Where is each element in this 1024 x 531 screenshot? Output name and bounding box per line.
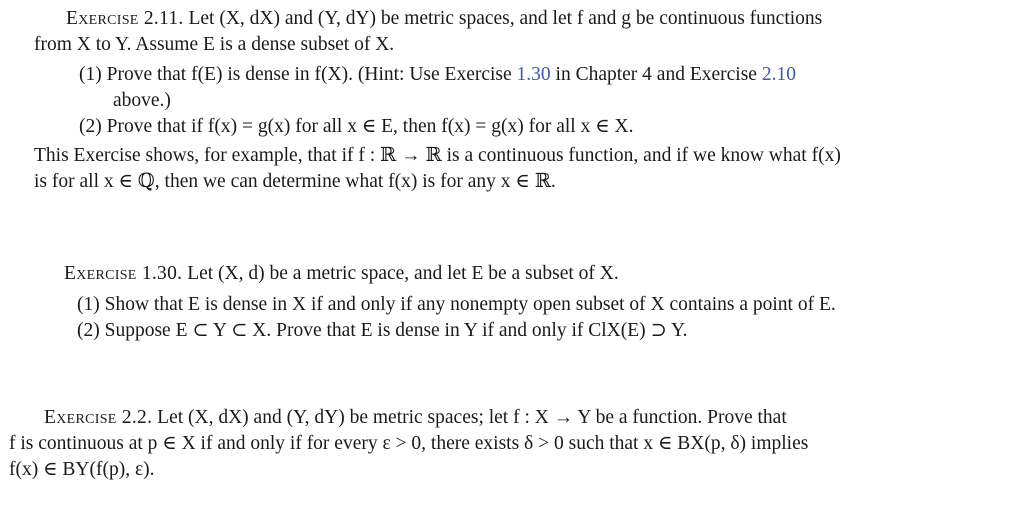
exercise-1-30-statement: Let (X, d) be a metric space, and let E be a subset of X. [187,263,619,284]
exercise-2-11-item-1-text-a: (1) Prove that f(E) is dense in f(X). (Hint: Use Exercise [79,64,512,85]
exercise-2-2-statement-line-2: f is continuous at p ∈ X if and only if for every ε > 0, there exists δ > 0 such that x ∈ BX(p, δ) implies [9,433,809,454]
exercise-2-11-statement-line-2: from X to Y. Assume E is a dense subset of X. [34,34,395,55]
exercise-2-11-item-1-line-2: above.) [113,90,171,111]
exercise-1-30-item-2: (2) Suppose E ⊂ Y ⊂ X. Prove that E is dense in Y if and only if ClX(E) ⊃ Y. [77,320,688,341]
exercise-2-2-statement-line-1: Let (X, dX) and (Y, dY) be metric spaces; let f : X → Y be a function. Prove that [157,407,787,428]
exercise-2-11-item-1-text-b: in Chapter 4 and Exercise [555,64,757,85]
exercise-2-11-note-line-2: is for all x ∈ ℚ, then we can determine what f(x) is for any x ∈ ℝ. [34,171,556,192]
exercise-2-2-line-1 [44,405,787,431]
exercise-2-11-item-2: (2) Prove that if f(x) = g(x) for all x ∈ E, then f(x) = g(x) for all x ∈ X. [79,116,634,137]
exercise-1-30-reference-link[interactable]: 1.30 [516,64,551,85]
exercise-1-30-line-1 [64,261,619,287]
exercise-1-30-heading: Exercise 1.30. [64,263,183,284]
exercise-2-2-heading: Exercise 2.2. [44,407,153,428]
exercise-2-11-heading: Exercise 2.11. [66,8,184,29]
exercise-1-30-item-1: (1) Show that E is dense in X if and only if any nonempty open subset of X contains a point of E. [77,294,836,315]
exercise-2-11-item-1-line-1 [79,62,796,88]
exercise-2-2-statement-line-3: f(x) ∈ BY(f(p), ε). [9,459,155,480]
exercise-2-11-statement-line-1: Let (X, dX) and (Y, dY) be metric spaces, and let f and g be continuous functions [188,8,823,29]
exercise-2-11-line-1 [66,6,822,32]
exercise-2-10-reference-link[interactable]: 2.10 [761,64,796,85]
exercise-2-11-note-line-1: This Exercise shows, for example, that if f : ℝ → ℝ is a continuous function, and if we know what f(x) [34,145,841,166]
